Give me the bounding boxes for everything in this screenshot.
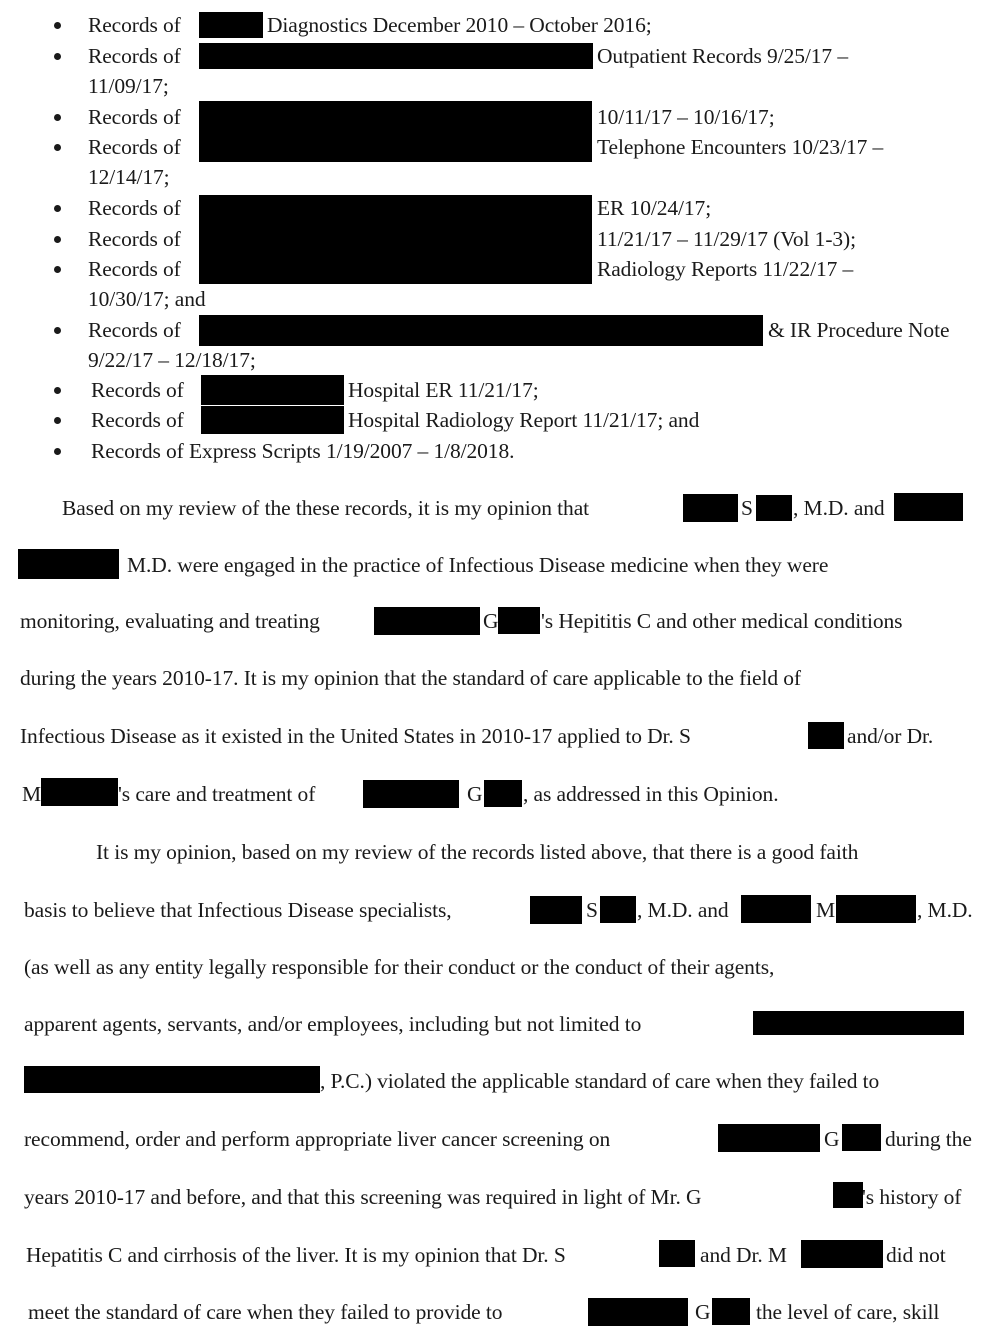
text-line: did not bbox=[886, 1243, 946, 1267]
redaction-box bbox=[718, 1124, 820, 1152]
text-line: years 2010-17 and before, and that this screening was required in light of Mr. G bbox=[24, 1185, 702, 1209]
bullet bbox=[54, 327, 61, 334]
record-text: Telephone Encounters 10/23/17 – bbox=[597, 135, 884, 159]
text-line: 's care and treatment of bbox=[118, 782, 316, 806]
text-line: G bbox=[695, 1300, 711, 1324]
text-line: M.D. were engaged in the practice of Infectious Disease medicine when they were bbox=[127, 553, 829, 577]
redaction-box bbox=[199, 101, 592, 132]
text-line: G bbox=[467, 782, 483, 806]
text-line: the level of care, skill bbox=[756, 1300, 940, 1324]
text-line: 's history of bbox=[862, 1185, 962, 1209]
text-line: G bbox=[483, 609, 499, 633]
redaction-box bbox=[18, 549, 119, 579]
text-line: and Dr. M bbox=[700, 1243, 787, 1267]
text-line: and/or Dr. bbox=[847, 724, 934, 748]
redaction-box bbox=[833, 1182, 863, 1208]
text-line: , M.D. and bbox=[637, 898, 729, 922]
text-line: , M.D. and bbox=[793, 496, 885, 520]
text-line: 's Hepititis C and other medical conditions bbox=[541, 609, 903, 633]
redaction-box bbox=[756, 495, 792, 521]
redaction-box bbox=[588, 1298, 688, 1326]
text-line: M bbox=[22, 782, 42, 806]
redaction-box bbox=[753, 1011, 964, 1035]
bullet bbox=[54, 22, 61, 29]
text-line: S bbox=[741, 496, 753, 520]
text-line: monitoring, evaluating and treating bbox=[20, 609, 320, 633]
bullet bbox=[54, 114, 61, 121]
redaction-box bbox=[801, 1240, 883, 1268]
record-text: & IR Procedure Note bbox=[768, 318, 950, 342]
record-prefix: Records of bbox=[88, 196, 181, 220]
text-line: It is my opinion, based on my review of the records listed above, that there is a good faith bbox=[96, 840, 859, 864]
record-continuation: 11/09/17; bbox=[88, 74, 169, 98]
redaction-box bbox=[683, 494, 738, 522]
record-continuation: 12/14/17; bbox=[88, 165, 170, 189]
redaction-box bbox=[484, 780, 522, 807]
bullet bbox=[54, 144, 61, 151]
record-prefix: Records of bbox=[88, 227, 181, 251]
record-prefix: Records of bbox=[88, 257, 181, 281]
record-text: Radiology Reports 11/22/17 – bbox=[597, 257, 854, 281]
text-line: recommend, order and perform appropriate liver cancer screening on bbox=[24, 1127, 611, 1151]
record-text: 11/21/17 – 11/29/17 (Vol 1-3); bbox=[597, 227, 856, 251]
redaction-box bbox=[741, 895, 811, 923]
redaction-box bbox=[199, 132, 592, 162]
bullet bbox=[54, 266, 61, 273]
text-line: Hepatitis C and cirrhosis of the liver. It is my opinion that Dr. S bbox=[26, 1243, 566, 1267]
text-line: apparent agents, servants, and/or employees, including but not limited to bbox=[24, 1012, 642, 1036]
record-text: 10/11/17 – 10/16/17; bbox=[597, 105, 775, 129]
bullet bbox=[54, 53, 61, 60]
text-line: (as well as any entity legally responsible for their conduct or the conduct of their agents, bbox=[24, 955, 775, 979]
text-line: , as addressed in this Opinion. bbox=[523, 782, 779, 806]
record-text: Hospital Radiology Report 11/21/17; and bbox=[348, 408, 700, 432]
redaction-box bbox=[199, 222, 592, 253]
bullet bbox=[54, 387, 61, 394]
text-line: S bbox=[586, 898, 598, 922]
redaction-box bbox=[498, 607, 540, 634]
redaction-box bbox=[374, 607, 480, 635]
redaction-box bbox=[530, 896, 582, 924]
redaction-box bbox=[712, 1298, 750, 1325]
bullet bbox=[54, 236, 61, 243]
record-prefix: Records of bbox=[88, 135, 181, 159]
redaction-box bbox=[199, 253, 592, 284]
record-text: Diagnostics December 2010 – October 2016; bbox=[267, 13, 652, 37]
redaction-box bbox=[842, 1124, 881, 1151]
text-line: meet the standard of care when they failed to provide to bbox=[28, 1300, 503, 1324]
text-line: during the years 2010-17. It is my opinion that the standard of care applicable to the field of bbox=[20, 666, 801, 690]
text-line: , M.D. bbox=[917, 898, 973, 922]
redaction-box bbox=[201, 375, 344, 405]
bullet bbox=[54, 417, 61, 424]
redaction-box bbox=[199, 43, 593, 69]
text-line: , P.C.) violated the applicable standard of care when they failed to bbox=[320, 1069, 880, 1093]
record-text: Hospital ER 11/21/17; bbox=[348, 378, 539, 402]
text-line: Infectious Disease as it existed in the United States in 2010-17 applied to Dr. S bbox=[20, 724, 691, 748]
redaction-box bbox=[199, 195, 592, 222]
redaction-box bbox=[894, 493, 963, 521]
text-line: during the bbox=[885, 1127, 972, 1151]
record-continuation: 9/22/17 – 12/18/17; bbox=[88, 348, 256, 372]
text-line: Based on my review of the these records, it is my opinion that bbox=[62, 496, 590, 520]
redaction-box bbox=[199, 12, 263, 38]
record-continuation: 10/30/17; and bbox=[88, 287, 206, 311]
redaction-box bbox=[41, 778, 118, 806]
bullet bbox=[54, 448, 61, 455]
redaction-box bbox=[199, 315, 763, 346]
record-text: Outpatient Records 9/25/17 – bbox=[597, 44, 848, 68]
record-prefix: Records of bbox=[88, 13, 181, 37]
text-line: M bbox=[816, 898, 836, 922]
text-line: basis to believe that Infectious Disease specialists, bbox=[24, 898, 452, 922]
text-line: G bbox=[824, 1127, 840, 1151]
record-prefix: Records of bbox=[91, 408, 184, 432]
record-text: ER 10/24/17; bbox=[597, 196, 712, 220]
redaction-box bbox=[363, 780, 459, 808]
bullet bbox=[54, 205, 61, 212]
redaction-box bbox=[808, 722, 844, 749]
redaction-box bbox=[24, 1066, 320, 1093]
redaction-box bbox=[836, 895, 916, 923]
redaction-box bbox=[600, 896, 636, 923]
record-prefix: Records of bbox=[88, 105, 181, 129]
redaction-box bbox=[659, 1240, 695, 1267]
redaction-box bbox=[201, 406, 344, 434]
record-prefix: Records of bbox=[91, 378, 184, 402]
record-text: Records of Express Scripts 1/19/2007 – 1/8/2018. bbox=[91, 439, 515, 463]
record-prefix: Records of bbox=[88, 318, 181, 342]
record-prefix: Records of bbox=[88, 44, 181, 68]
